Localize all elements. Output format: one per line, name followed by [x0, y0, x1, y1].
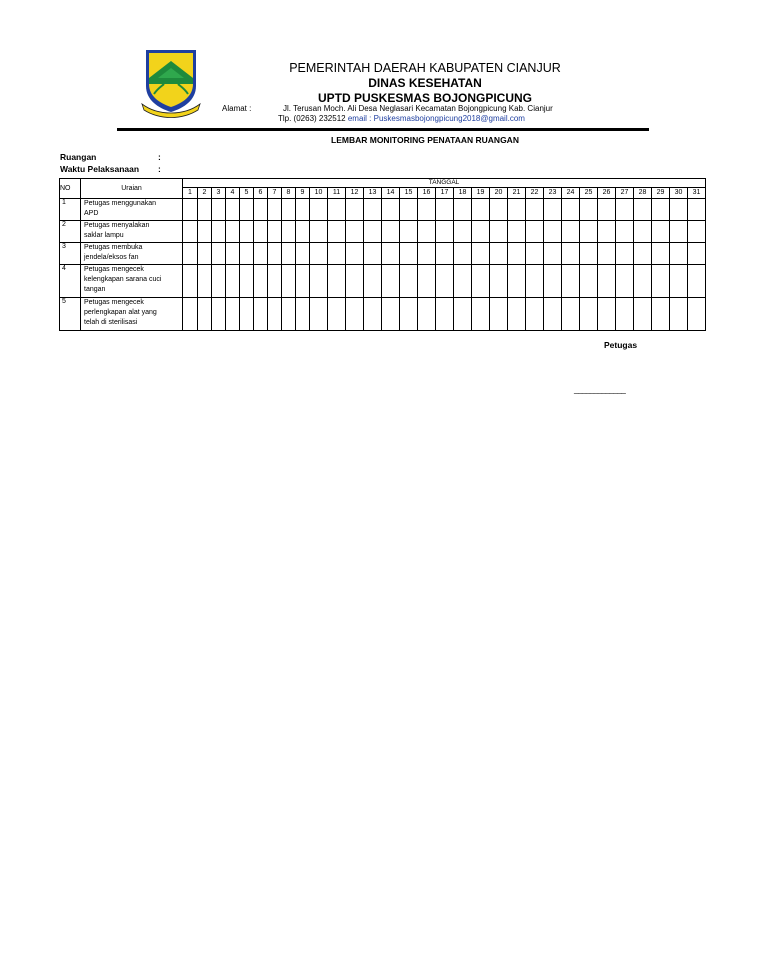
day-cell[interactable] [400, 243, 418, 265]
day-cell[interactable] [472, 298, 490, 331]
header-government: PEMERINTAH DAERAH KABUPATEN CIANJUR [289, 61, 561, 75]
day-cell[interactable] [240, 243, 254, 265]
day-cell[interactable] [436, 243, 454, 265]
day-cell[interactable] [268, 298, 282, 331]
day-header-7: 7 [268, 188, 282, 199]
day-cell[interactable] [652, 243, 670, 265]
day-cell[interactable] [310, 298, 328, 331]
day-cell[interactable] [282, 265, 296, 298]
day-cell[interactable] [198, 265, 212, 298]
day-cell[interactable] [544, 243, 562, 265]
day-cell[interactable] [580, 265, 598, 298]
day-cell[interactable] [240, 265, 254, 298]
uraian-line: Petugas menyalakan [84, 222, 150, 229]
day-cell[interactable] [670, 243, 688, 265]
day-cell[interactable] [688, 298, 706, 331]
day-cell[interactable] [296, 199, 310, 221]
day-cell[interactable] [382, 243, 400, 265]
day-cell[interactable] [688, 199, 706, 221]
day-cell[interactable] [454, 199, 472, 221]
row-number: 4 [60, 265, 81, 298]
day-header-25: 25 [580, 188, 598, 199]
day-cell[interactable] [364, 199, 382, 221]
waktu-label: Waktu Pelaksanaan [60, 164, 140, 174]
row-uraian [81, 221, 183, 243]
day-cell[interactable] [364, 221, 382, 243]
row-uraian [81, 298, 183, 331]
day-cell[interactable] [652, 298, 670, 331]
day-cell[interactable] [598, 221, 616, 243]
row-number: 2 [60, 221, 81, 243]
day-cell[interactable] [254, 298, 268, 331]
day-cell[interactable] [198, 298, 212, 331]
day-cell[interactable] [490, 221, 508, 243]
day-cell[interactable] [580, 298, 598, 331]
day-cell[interactable] [472, 199, 490, 221]
day-cell[interactable] [198, 199, 212, 221]
day-cell[interactable] [183, 265, 198, 298]
day-cell[interactable] [382, 298, 400, 331]
day-cell[interactable] [346, 298, 364, 331]
day-cell[interactable] [652, 265, 670, 298]
day-cell[interactable] [544, 298, 562, 331]
day-header-16: 16 [418, 188, 436, 199]
day-cell[interactable] [268, 221, 282, 243]
uraian-line: telah di sterilisasi [84, 319, 138, 326]
header-divider [117, 128, 649, 131]
uraian-line: jendela/eksos fan [84, 254, 139, 261]
day-cell[interactable] [454, 221, 472, 243]
ruangan-label: Ruangan [60, 152, 97, 162]
table-row [60, 298, 706, 331]
day-cell[interactable] [282, 199, 296, 221]
uraian-line: APD [84, 210, 99, 217]
day-cell[interactable] [212, 298, 226, 331]
day-cell[interactable] [508, 243, 526, 265]
day-header-22: 22 [526, 188, 544, 199]
table-row [60, 221, 706, 243]
header-department: DINAS KESEHATAN [368, 76, 482, 90]
day-cell[interactable] [240, 199, 254, 221]
day-cell[interactable] [254, 265, 268, 298]
day-header-18: 18 [454, 188, 472, 199]
day-cell[interactable] [382, 199, 400, 221]
waktu-colon: : [158, 164, 161, 174]
day-cell[interactable] [580, 221, 598, 243]
row-uraian [81, 243, 183, 265]
day-cell[interactable] [296, 265, 310, 298]
day-cell[interactable] [562, 243, 580, 265]
day-cell[interactable] [418, 199, 436, 221]
day-cell[interactable] [580, 199, 598, 221]
day-cell[interactable] [346, 265, 364, 298]
day-cell[interactable] [183, 298, 198, 331]
day-cell[interactable] [580, 243, 598, 265]
day-cell[interactable] [688, 265, 706, 298]
signature-line: _____________ [574, 385, 626, 394]
day-cell[interactable] [328, 298, 346, 331]
day-cell[interactable] [634, 221, 652, 243]
day-header-11: 11 [328, 188, 346, 199]
uraian-line: Petugas menggunakan [84, 200, 156, 207]
day-cell[interactable] [472, 221, 490, 243]
contact-line [278, 114, 525, 123]
day-cell[interactable] [418, 298, 436, 331]
day-cell[interactable] [364, 298, 382, 331]
day-cell[interactable] [490, 243, 508, 265]
day-cell[interactable] [436, 265, 454, 298]
day-header-13: 13 [364, 188, 382, 199]
day-cell[interactable] [598, 199, 616, 221]
row-number: 5 [60, 298, 81, 331]
day-cell[interactable] [364, 243, 382, 265]
day-header-31: 31 [688, 188, 706, 199]
day-cell[interactable] [183, 243, 198, 265]
petugas-label: Petugas [604, 340, 638, 350]
day-header-27: 27 [616, 188, 634, 199]
day-cell[interactable] [616, 265, 634, 298]
day-cell[interactable] [490, 298, 508, 331]
day-cell[interactable] [268, 243, 282, 265]
day-cell[interactable] [382, 221, 400, 243]
table-body [60, 199, 706, 331]
day-cell[interactable] [454, 243, 472, 265]
day-cell[interactable] [562, 199, 580, 221]
day-cell[interactable] [282, 243, 296, 265]
day-cell[interactable] [212, 243, 226, 265]
day-cell[interactable] [268, 265, 282, 298]
day-cell[interactable] [296, 221, 310, 243]
table-row [60, 199, 706, 221]
day-cell[interactable] [310, 199, 328, 221]
day-cell[interactable] [346, 221, 364, 243]
day-cell[interactable] [634, 243, 652, 265]
uraian-line: tangan [84, 286, 106, 293]
day-header-2: 2 [198, 188, 212, 199]
header-tanggal: TANGGAL [183, 179, 706, 188]
address-label: Alamat : [222, 104, 252, 113]
day-header-15: 15 [400, 188, 418, 199]
day-cell[interactable] [562, 298, 580, 331]
day-header-14: 14 [382, 188, 400, 199]
phone-text: Tlp. (0263) 232512 [278, 114, 346, 123]
header-uraian: Uraian [81, 179, 183, 199]
day-cell[interactable] [418, 221, 436, 243]
day-cell[interactable] [544, 199, 562, 221]
day-header-26: 26 [598, 188, 616, 199]
day-header-20: 20 [490, 188, 508, 199]
day-cell[interactable] [598, 243, 616, 265]
day-cell[interactable] [616, 221, 634, 243]
day-cell[interactable] [296, 243, 310, 265]
day-cell[interactable] [418, 243, 436, 265]
day-cell[interactable] [454, 265, 472, 298]
day-cell[interactable] [652, 221, 670, 243]
day-cell[interactable] [400, 199, 418, 221]
day-cell[interactable] [226, 265, 240, 298]
day-cell[interactable] [212, 265, 226, 298]
day-cell[interactable] [526, 243, 544, 265]
day-cell[interactable] [616, 298, 634, 331]
uraian-line: Petugas mengecek [84, 299, 144, 306]
day-cell[interactable] [296, 298, 310, 331]
uraian-line: saklar lampu [84, 232, 124, 239]
day-cell[interactable] [310, 265, 328, 298]
document-title: LEMBAR MONITORING PENATAAN RUANGAN [331, 135, 519, 145]
day-cell[interactable] [328, 265, 346, 298]
day-cell[interactable] [634, 265, 652, 298]
day-cell[interactable] [472, 243, 490, 265]
district-emblem-logo [140, 48, 202, 118]
day-cell[interactable] [240, 298, 254, 331]
day-cell[interactable] [508, 298, 526, 331]
row-number: 3 [60, 243, 81, 265]
day-cell[interactable] [526, 221, 544, 243]
day-header-24: 24 [562, 188, 580, 199]
row-number: 1 [60, 199, 81, 221]
day-cell[interactable] [670, 221, 688, 243]
uraian-line: Petugas membuka [84, 244, 143, 251]
day-header-28: 28 [634, 188, 652, 199]
row-uraian [81, 265, 183, 298]
day-cell[interactable] [562, 221, 580, 243]
table-header-row [60, 179, 706, 188]
day-cell[interactable] [670, 298, 688, 331]
day-cell[interactable] [212, 221, 226, 243]
day-cell[interactable] [183, 199, 198, 221]
day-cell[interactable] [526, 199, 544, 221]
day-header-12: 12 [346, 188, 364, 199]
day-cell[interactable] [282, 298, 296, 331]
day-cell[interactable] [508, 265, 526, 298]
day-cell[interactable] [254, 243, 268, 265]
day-header-9: 9 [296, 188, 310, 199]
day-header-21: 21 [508, 188, 526, 199]
day-cell[interactable] [508, 221, 526, 243]
day-cell[interactable] [226, 298, 240, 331]
day-header-8: 8 [282, 188, 296, 199]
day-cell[interactable] [472, 265, 490, 298]
header-puskesmas: UPTD PUSKESMAS BOJONGPICUNG [317, 91, 533, 105]
day-cell[interactable] [598, 298, 616, 331]
table-row [60, 243, 706, 265]
day-header-19: 19 [472, 188, 490, 199]
day-header-10: 10 [310, 188, 328, 199]
day-cell[interactable] [400, 221, 418, 243]
day-cell[interactable] [400, 265, 418, 298]
day-header-29: 29 [652, 188, 670, 199]
day-cell[interactable] [328, 199, 346, 221]
email-text: email : Puskesmasbojongpicung2018@gmail.com [347, 114, 525, 123]
day-cell[interactable] [240, 221, 254, 243]
day-cell[interactable] [634, 298, 652, 331]
day-cell[interactable] [490, 199, 508, 221]
uraian-line: kelengkapan sarana cuci [84, 276, 162, 283]
uraian-line: perlengkapan alat yang [84, 309, 157, 316]
day-cell[interactable] [226, 221, 240, 243]
day-cell[interactable] [544, 265, 562, 298]
day-cell[interactable] [562, 265, 580, 298]
day-cell[interactable] [268, 199, 282, 221]
row-uraian [81, 199, 183, 221]
day-cell[interactable] [328, 243, 346, 265]
day-header-4: 4 [226, 188, 240, 199]
day-cell[interactable] [688, 243, 706, 265]
table-row [60, 265, 706, 298]
monitoring-table [59, 178, 706, 331]
day-cell[interactable] [382, 265, 400, 298]
day-header-3: 3 [212, 188, 226, 199]
day-cell[interactable] [652, 199, 670, 221]
day-cell[interactable] [490, 265, 508, 298]
day-header-5: 5 [240, 188, 254, 199]
day-cell[interactable] [226, 243, 240, 265]
day-cell[interactable] [436, 199, 454, 221]
day-cell[interactable] [254, 221, 268, 243]
day-cell[interactable] [598, 265, 616, 298]
day-cell[interactable] [198, 243, 212, 265]
day-cell[interactable] [212, 199, 226, 221]
day-cell[interactable] [310, 221, 328, 243]
day-cell[interactable] [282, 221, 296, 243]
day-cell[interactable] [400, 298, 418, 331]
address-text: Jl. Terusan Moch. Ali Desa Neglasari Kecamatan Bojongpicung Kab. Cianjur [283, 104, 553, 113]
day-header-30: 30 [670, 188, 688, 199]
day-cell[interactable] [544, 221, 562, 243]
day-header-6: 6 [254, 188, 268, 199]
day-cell[interactable] [634, 199, 652, 221]
ruangan-colon: : [158, 152, 161, 162]
day-cell[interactable] [688, 221, 706, 243]
day-cell[interactable] [346, 199, 364, 221]
day-cell[interactable] [670, 265, 688, 298]
day-cell[interactable] [436, 221, 454, 243]
day-cell[interactable] [183, 221, 198, 243]
day-cell[interactable] [526, 265, 544, 298]
day-header-17: 17 [436, 188, 454, 199]
day-cell[interactable] [508, 199, 526, 221]
day-cell[interactable] [346, 243, 364, 265]
day-cell[interactable] [310, 243, 328, 265]
day-cell[interactable] [454, 298, 472, 331]
day-header-1: 1 [183, 188, 198, 199]
day-cell[interactable] [198, 221, 212, 243]
day-cell[interactable] [526, 298, 544, 331]
day-cell[interactable] [670, 199, 688, 221]
day-cell[interactable] [616, 199, 634, 221]
day-cell[interactable] [254, 199, 268, 221]
day-cell[interactable] [328, 221, 346, 243]
day-header-23: 23 [544, 188, 562, 199]
uraian-line: Petugas mengecek [84, 266, 144, 273]
day-cell[interactable] [364, 265, 382, 298]
day-cell[interactable] [226, 199, 240, 221]
day-cell[interactable] [418, 265, 436, 298]
header-no: NO [60, 179, 81, 199]
day-cell[interactable] [616, 243, 634, 265]
day-cell[interactable] [436, 298, 454, 331]
